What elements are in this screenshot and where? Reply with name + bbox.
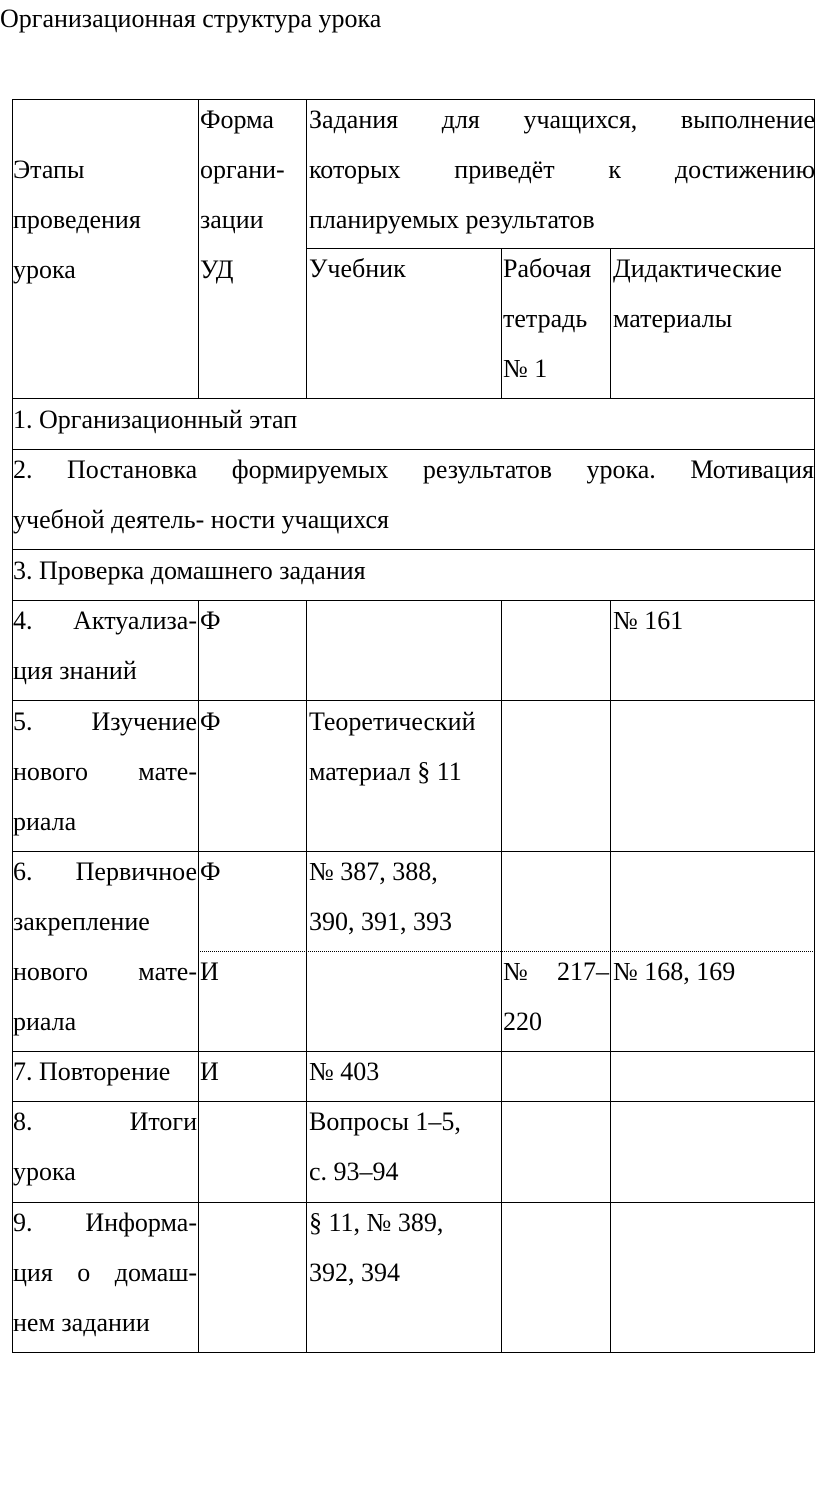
row-6b-form xyxy=(200,947,305,997)
row-5-form xyxy=(200,697,305,747)
header-workbook xyxy=(503,244,609,394)
didactic-value: № 168, 169 xyxy=(613,957,736,986)
row-7-form xyxy=(200,1047,305,1097)
header-stages-line: урока xyxy=(13,255,76,284)
row-5-stage xyxy=(13,697,197,847)
form-value: И xyxy=(200,1057,219,1086)
header-stages-line: проведения xyxy=(13,205,141,234)
workbook-line: 220 xyxy=(503,1007,542,1036)
column-divider xyxy=(306,600,307,1353)
row-5-textbook xyxy=(309,697,499,797)
form-value: И xyxy=(200,957,219,986)
stage-line: нем задании xyxy=(13,1308,150,1337)
textbook-line: Теоретический xyxy=(309,707,476,736)
row-9-stage xyxy=(13,1198,197,1348)
header-didactic-line: Дидактические xyxy=(613,254,782,283)
row-4-stage xyxy=(13,596,197,696)
column-divider xyxy=(610,600,611,1353)
stage-line: 4. Актуализа- xyxy=(13,606,197,635)
row-9-textbook xyxy=(309,1198,499,1298)
textbook-line: материал § 11 xyxy=(309,757,462,786)
row-6-stage xyxy=(13,847,197,1047)
row-8-stage xyxy=(13,1097,197,1197)
row-4-form xyxy=(200,596,305,646)
row-4-didactic xyxy=(613,596,813,646)
row-2-line: 2. Постановка формируемых результатов урока. Мотивация xyxy=(13,455,814,484)
header-tasks xyxy=(309,95,815,245)
textbook-line: § 11, № 389, xyxy=(309,1208,444,1237)
stage-line: ция о домаш- xyxy=(13,1258,197,1287)
header-form-line: УД xyxy=(200,255,234,284)
header-stages-line: Этапы xyxy=(13,155,85,184)
row-6a-textbook xyxy=(309,847,499,947)
table-border-right xyxy=(814,99,815,1353)
column-divider xyxy=(501,600,502,1353)
header-workbook-line: тетрадь xyxy=(503,304,588,333)
row-7-textbook xyxy=(309,1047,499,1097)
form-value: Ф xyxy=(200,606,221,635)
textbook-line: № 403 xyxy=(309,1057,380,1086)
textbook-line: с. 93–94 xyxy=(309,1157,399,1186)
header-textbook-label: Учебник xyxy=(309,254,406,283)
textbook-line: 390, 391, 393 xyxy=(309,907,452,936)
workbook-line: № 217– xyxy=(503,957,609,986)
form-value: Ф xyxy=(200,857,221,886)
row-1-organizational xyxy=(13,395,813,445)
textbook-line: Вопросы 1–5, xyxy=(309,1107,461,1136)
column-divider xyxy=(198,99,199,398)
row-2-line: учебной деятель- ности учащихся xyxy=(13,505,389,534)
header-workbook-line: № 1 xyxy=(503,354,548,383)
stage-line: нового мате- xyxy=(13,757,197,786)
header-stages xyxy=(13,145,197,295)
stage-line: закрепление xyxy=(13,907,150,936)
stage-line: 5. Изучение xyxy=(13,707,197,736)
document-title: Организационная структура урока xyxy=(0,4,382,33)
stage-line: 7. Повторение xyxy=(13,1057,171,1086)
header-tasks-line: планируемых результатов xyxy=(309,205,595,234)
row-6b-workbook xyxy=(503,947,609,1047)
header-tasks-line: Задания для учащихся, выполнение xyxy=(309,105,815,134)
header-textbook xyxy=(309,244,499,294)
header-form-line: зации xyxy=(200,205,264,234)
header-didactic xyxy=(613,244,813,344)
stage-line: риала xyxy=(13,1007,77,1036)
textbook-line: № 387, 388, xyxy=(309,857,438,886)
column-divider xyxy=(198,600,199,1353)
header-form-line: органи- xyxy=(200,155,285,184)
header-tasks-line: которых приведёт к достижению xyxy=(309,155,815,184)
row-3-homework-check xyxy=(13,546,813,596)
column-divider xyxy=(501,248,502,398)
stage-line: 9. Информа- xyxy=(13,1208,197,1237)
didactic-value: № 161 xyxy=(613,606,684,635)
header-workbook-line: Рабочая xyxy=(503,254,592,283)
stage-line: нового мате- xyxy=(13,957,197,986)
row-7-stage xyxy=(13,1047,197,1097)
row-6a-form xyxy=(200,847,305,897)
row-6b-didactic xyxy=(613,947,813,997)
stage-line: ция знаний xyxy=(13,656,137,685)
row-8-textbook xyxy=(309,1097,499,1197)
table-border-bottom xyxy=(12,1352,815,1353)
row-2-motivation xyxy=(13,445,814,545)
header-form-line: Форма xyxy=(200,105,274,134)
row-3-label: 3. Проверка домашнего задания xyxy=(13,556,366,585)
column-divider xyxy=(610,248,611,398)
stage-line: риала xyxy=(13,807,77,836)
row-1-label: 1. Организационный этап xyxy=(13,405,298,434)
stage-line: урока xyxy=(13,1157,76,1186)
form-value: Ф xyxy=(200,707,221,736)
header-form xyxy=(200,95,305,295)
header-didactic-line: материалы xyxy=(613,304,733,333)
stage-line: 6. Первичное xyxy=(13,857,197,886)
textbook-line: 392, 394 xyxy=(309,1258,400,1287)
stage-line: 8. Итоги xyxy=(13,1107,197,1136)
